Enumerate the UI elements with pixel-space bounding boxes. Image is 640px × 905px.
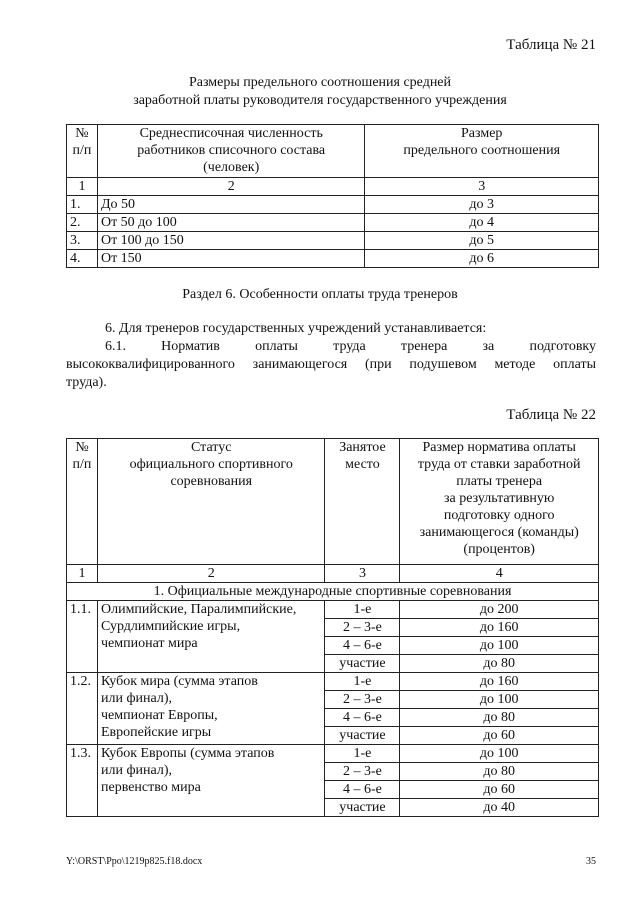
table-row: 1. До 50 до 3 (67, 196, 599, 214)
table-row: участие до 60 (67, 727, 599, 745)
footer-file-path: Y:\ORST\Ppo\1219p825.f18.docx (66, 856, 203, 867)
table22-header-status: Статус официального спортивного соревнования (97, 439, 325, 565)
table22-colnum-row: 1 2 3 4 (67, 565, 599, 583)
table22-header-row (67, 439, 599, 565)
table-row: участие до 80 (67, 655, 599, 673)
table-row: 1.3. Кубок Европы (сумма этапов или финал), первенство мира 1-е до 100 (67, 745, 599, 763)
table21-title-line2: заработной платы руководителя государственного учреждения (133, 93, 507, 108)
table21-colnum-row: 1 2 3 (67, 178, 599, 196)
table-row: 1.1. Олимпийские, Паралимпийские, Сурдлимпийские игры, чемпионат мира 1-е до 200 (67, 601, 599, 619)
section6-paragraph1: 6. Для тренеров государственных учреждений устанавливается: (105, 321, 487, 336)
section6-heading: Раздел 6. Особенности оплаты труда тренеров (182, 287, 458, 302)
table-row: 1.2. Кубок мира (сумма этапов или финал), чемпионат Европы, Европейские игры 1-е до 160 (67, 673, 599, 691)
table22-group-status: Олимпийские, Паралимпийские, Сурдлимпийские игры, чемпионат мира (97, 601, 325, 673)
table22-header-num: № п/п (67, 439, 98, 565)
table22 (66, 438, 599, 817)
table-row: 4. От 150 до 6 (67, 250, 599, 268)
page-number: 35 (586, 856, 596, 867)
table-row: 3. От 100 до 150 до 5 (67, 232, 599, 250)
table21-header-num: № п/п (67, 125, 98, 178)
table-row: 2 – 3-е до 160 (67, 619, 599, 637)
table-row: участие до 40 (67, 799, 599, 817)
table22-header-place: Занятое место (325, 439, 400, 565)
table-row: 4 – 6-е до 80 (67, 709, 599, 727)
table21-title-line1: Размеры предельного соотношения средней (188, 75, 452, 90)
table22-group-status: Кубок мира (сумма этапов или финал), чемпионат Европы, Европейские игры (97, 673, 325, 745)
table21-header-count: Среднесписочная численность работников списочного состава (человек) (97, 125, 365, 178)
table22-label: Таблица № 22 (506, 407, 596, 423)
table21 (66, 124, 599, 268)
table-row: 2. От 50 до 100 до 4 (67, 214, 599, 232)
table-row: 4 – 6-е до 60 (67, 781, 599, 799)
section6-paragraph2-line3: труда). (66, 375, 107, 390)
table22-header-norm: Размер норматива оплаты труда от ставки заработной платы тренера за результативную подготовку одного занимающегося (команды) (процентов) (400, 439, 599, 565)
table-row: 4 – 6-е до 100 (67, 637, 599, 655)
table-row: 2 – 3-е до 100 (67, 691, 599, 709)
section6-paragraph2-line1: 6.1. Норматив оплаты труда тренера за подготовку (105, 339, 597, 354)
table-row: 2 – 3-е до 80 (67, 763, 599, 781)
table22-section-row (67, 583, 599, 601)
section6-paragraph2-line2: высококвалифицированного занимающегося (при подушевом методе оплаты (66, 357, 596, 372)
table21-label: Таблица № 21 (506, 37, 596, 53)
table22-section-title: 1. Официальные международные спортивные соревнования (67, 583, 599, 601)
table22-group-status: Кубок Европы (сумма этапов или финал), первенство мира (97, 745, 325, 817)
table21-header-ratio: Размер предельного соотношения (365, 125, 599, 178)
table21-header-row (67, 125, 599, 178)
